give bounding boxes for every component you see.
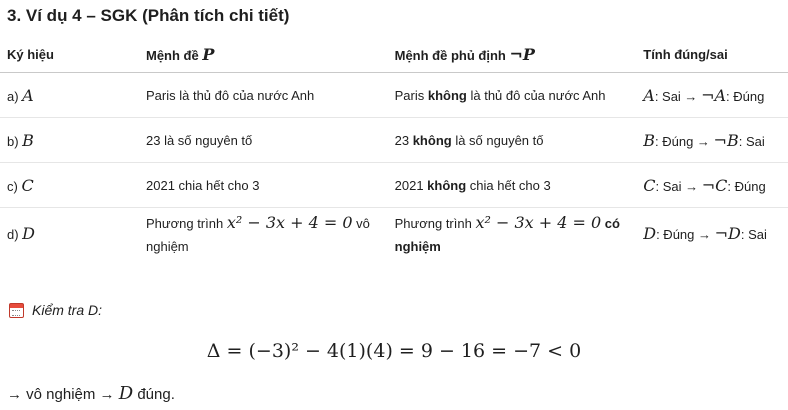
truth-cell: A: Sai → ¬A: Đúng [636, 73, 788, 118]
truth-cell: C: Sai → ¬C: Đúng [636, 163, 788, 208]
negation-cell: 23 không là số nguyên tố [388, 118, 637, 163]
symbol-cell: c) C [0, 163, 139, 208]
proposition-cell: Paris là thủ đô của nước Anh [139, 73, 388, 118]
conclusion: → vô nghiệm → D đúng. [7, 383, 175, 404]
check-text: Kiểm tra D: [32, 302, 103, 318]
table-header-row [0, 36, 788, 73]
negation-cell: Phương trình x² − 3x + 4 = 0 có nghiệm [394, 212, 620, 254]
section-title: 3. Ví dụ 4 – SGK (Phân tích chi tiết) [7, 6, 290, 25]
symbol-cell: a) A [0, 73, 139, 118]
table-row [0, 163, 788, 208]
table-row [0, 118, 788, 163]
symbol-cell: d) D [7, 224, 35, 243]
header-negation: Mệnh đề phủ định ¬P [388, 36, 637, 73]
proposition-cell: 23 là số nguyên tố [139, 118, 388, 163]
header-proposition: Mệnh đề P [139, 36, 388, 73]
truth-cell: D: Đúng → ¬D: Sai [643, 224, 767, 243]
propositions-table [0, 36, 788, 260]
check-heading [9, 302, 102, 318]
negation-cell: Paris không là thủ đô của nước Anh [388, 73, 637, 118]
table-row [0, 73, 788, 118]
proposition-cell: Phương trình x² − 3x + 4 = 0 vô nghiệm [146, 212, 370, 254]
table-row [0, 208, 788, 261]
truth-cell: B: Đúng → ¬B: Sai [636, 118, 788, 163]
discriminant-formula: Δ = (−3)² − 4(1)(4) = 9 − 16 = −7 < 0 [206, 340, 582, 362]
header-truth: Tính đúng/sai [636, 36, 788, 73]
calendar-icon [9, 303, 24, 318]
proposition-cell: 2021 chia hết cho 3 [139, 163, 388, 208]
symbol-cell: b) B [0, 118, 139, 163]
header-symbol: Ký hiệu [0, 36, 139, 73]
negation-cell: 2021 không chia hết cho 3 [388, 163, 637, 208]
